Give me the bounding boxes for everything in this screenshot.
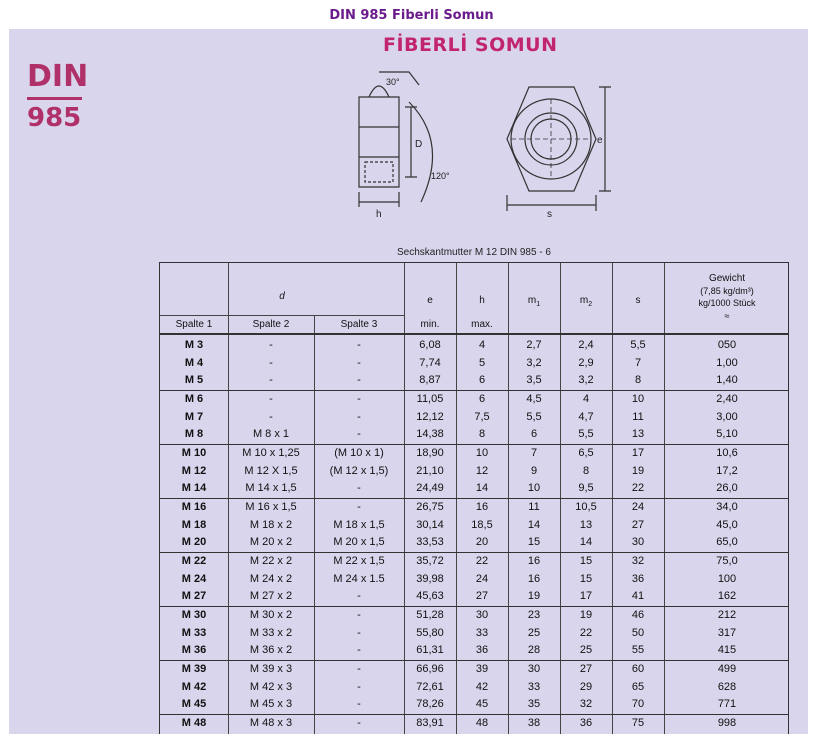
- cell-m2: 5,5: [578, 428, 594, 440]
- dim-s-label: s: [547, 209, 552, 217]
- table-row: [160, 607, 788, 625]
- cell-gewicht: 628: [717, 680, 737, 693]
- cell-spalte2: M 48 x 3: [249, 717, 293, 729]
- cell-s: 24: [631, 501, 645, 513]
- cell-spalte2: -: [269, 374, 273, 386]
- cell-spalte3: M 18 x 1,5: [333, 518, 385, 531]
- cell-gewicht: 3,00: [716, 410, 738, 423]
- cell-spalte2: M 27 x 2: [249, 590, 293, 602]
- cell-e-min: 55,80: [416, 626, 444, 639]
- cell-s: 7: [634, 356, 642, 369]
- dim-h-label: h: [376, 209, 382, 217]
- cell-spalte3: -: [357, 626, 361, 639]
- cell-s: 36: [631, 572, 645, 585]
- header-m2-label: m: [579, 295, 589, 306]
- header-m1-label: m: [527, 295, 537, 306]
- cell-e-min: 21,10: [416, 464, 444, 477]
- table-row: [160, 642, 788, 660]
- cell-spalte1: M 42: [181, 680, 207, 693]
- cell-m1: 3,5: [526, 374, 542, 386]
- cell-gewicht: 998: [717, 717, 737, 729]
- cell-spalte2: M 16 x 1,5: [245, 501, 297, 513]
- cell-m1: 11: [528, 501, 540, 513]
- cell-m2: 8: [582, 464, 590, 477]
- cell-gewicht: 45,0: [716, 518, 738, 531]
- cell-s: 11: [632, 410, 644, 423]
- cell-s: 17: [631, 447, 645, 459]
- cell-gewicht: 26,0: [716, 482, 738, 494]
- cell-spalte2: -: [269, 393, 273, 405]
- cell-spalte1: M 20: [181, 536, 207, 548]
- cell-spalte1: M 12: [181, 464, 207, 477]
- cell-gewicht: 415: [717, 644, 737, 656]
- cell-m2: 14: [579, 536, 593, 548]
- cell-gewicht: 75,0: [716, 555, 738, 567]
- table-row: [160, 534, 788, 552]
- cell-h-max: 48: [475, 717, 489, 729]
- cell-m1: 38: [527, 717, 541, 729]
- cell-spalte2: M 39 x 3: [249, 663, 293, 675]
- cell-gewicht: 100: [717, 572, 737, 585]
- cell-e-min: 45,63: [416, 590, 444, 602]
- page-title: DIN 985 Fiberli Somun: [329, 8, 494, 23]
- cell-s: 5,5: [630, 339, 646, 351]
- cell-spalte1: M 30: [181, 609, 207, 621]
- table-row: [160, 426, 788, 444]
- cell-spalte3: -: [357, 393, 361, 405]
- cell-h-max: 7,5: [474, 410, 490, 423]
- cell-gewicht: 34,0: [716, 501, 738, 513]
- cell-h-max: 4: [478, 339, 486, 351]
- cell-m2: 15: [579, 555, 593, 567]
- cell-h-max: 14: [475, 482, 489, 494]
- header-e: e: [427, 295, 433, 306]
- header-spalte2: Spalte 2: [252, 319, 290, 330]
- cell-e-min: 26,75: [416, 501, 444, 513]
- cell-e-min: 8,87: [419, 374, 441, 386]
- header-divider: [160, 333, 788, 335]
- cell-h-max: 27: [475, 590, 489, 602]
- cell-s: 46: [631, 609, 645, 621]
- cell-e-min: 30,14: [416, 518, 444, 531]
- cell-gewicht: 499: [717, 663, 737, 675]
- table-row: [160, 679, 788, 697]
- cell-m2: 25: [579, 644, 593, 656]
- table-row: [160, 372, 788, 390]
- d-span-divider: [160, 315, 404, 316]
- cell-h-max: 30: [475, 609, 489, 621]
- header-h-max: max.: [471, 319, 493, 330]
- header-spalte1: Spalte 1: [175, 319, 213, 330]
- cell-spalte2: M 33 x 2: [249, 626, 293, 639]
- cell-s: 65: [631, 680, 645, 693]
- cell-m1: 9: [530, 464, 538, 477]
- cell-spalte1: M 14: [181, 482, 207, 494]
- cell-h-max: 20: [475, 536, 489, 548]
- cell-spalte3: M 24 x 1.5: [333, 572, 385, 585]
- cell-h-max: 18,5: [471, 518, 493, 531]
- cell-m1: 33: [527, 680, 541, 693]
- cell-e-min: 35,72: [416, 555, 444, 567]
- cell-e-min: 7,74: [419, 356, 441, 369]
- cell-s: 30: [631, 536, 645, 548]
- cell-m1: 3,2: [526, 356, 542, 369]
- cell-s: 10: [631, 393, 645, 405]
- cell-m1: 35: [527, 698, 541, 710]
- cell-m1: 19: [527, 590, 541, 602]
- cell-gewicht: 1,40: [716, 374, 738, 386]
- din-number: 985: [27, 103, 82, 133]
- cell-e-min: 66,96: [416, 663, 444, 675]
- cell-spalte2: M 8 x 1: [252, 428, 290, 440]
- cell-spalte2: -: [269, 339, 273, 351]
- cell-spalte3: (M 12 x 1,5): [329, 464, 389, 477]
- dim-d-label: D: [415, 139, 423, 150]
- cell-gewicht: 5,10: [716, 428, 738, 440]
- table-row: [160, 553, 788, 571]
- cell-h-max: 39: [475, 663, 489, 675]
- cell-spalte3: -: [357, 410, 361, 423]
- cell-spalte1: M 27: [181, 590, 207, 602]
- cell-m1: 30: [527, 663, 541, 675]
- table-row: [160, 355, 788, 373]
- cell-gewicht: 10,6: [716, 447, 738, 459]
- header-s: s: [635, 295, 641, 306]
- cell-spalte2: M 30 x 2: [249, 609, 293, 621]
- header-m2: [560, 295, 612, 308]
- catalog-sheet-photo: [9, 29, 808, 734]
- cell-spalte3: -: [357, 717, 361, 729]
- cell-e-min: 78,26: [416, 698, 444, 710]
- cell-m1: 25: [527, 626, 541, 639]
- cell-m1: 14: [527, 518, 541, 531]
- header-gewicht-unit: kg/1000 Stück: [698, 298, 756, 308]
- table-row: [160, 571, 788, 589]
- cell-spalte1: M 7: [184, 410, 204, 423]
- cell-m2: 2,4: [578, 339, 594, 351]
- cell-gewicht: 17,2: [716, 464, 738, 477]
- cell-spalte2: M 45 x 3: [249, 698, 293, 710]
- cell-spalte3: -: [357, 698, 361, 710]
- cell-spalte2: M 36 x 2: [249, 644, 293, 656]
- cell-spalte3: M 20 x 1,5: [333, 536, 385, 548]
- cell-m1: 7: [530, 447, 538, 459]
- table-caption: Sechskantmutter M 12 DIN 985 - 6: [397, 247, 551, 258]
- cell-m1: 23: [527, 609, 541, 621]
- cell-spalte2: M 18 x 2: [249, 518, 293, 531]
- table-row: [160, 480, 788, 498]
- header-m2-index: 2: [588, 301, 593, 308]
- header-spalte3: Spalte 3: [340, 319, 378, 330]
- cell-e-min: 18,90: [416, 447, 444, 459]
- cell-m1: 5,5: [526, 410, 542, 423]
- cell-m2: 15: [579, 572, 593, 585]
- cell-spalte3: -: [357, 482, 361, 494]
- dim-e-label: e: [597, 135, 603, 146]
- cell-e-min: 6,08: [419, 339, 441, 351]
- cell-m2: 19: [579, 609, 593, 621]
- cell-spalte2: M 12 X 1,5: [244, 464, 298, 477]
- table-row: [160, 445, 788, 463]
- cell-gewicht: 162: [717, 590, 737, 602]
- table-row: [160, 409, 788, 427]
- cell-m2: 9,5: [578, 482, 594, 494]
- table-row: [160, 715, 788, 733]
- cell-m2: 3,2: [578, 374, 594, 386]
- cell-s: 55: [631, 644, 645, 656]
- cell-spalte3: -: [357, 428, 361, 440]
- cell-spalte3: -: [357, 590, 361, 602]
- cell-h-max: 10: [475, 447, 489, 459]
- table-row: [160, 337, 788, 355]
- cell-m2: 17: [579, 590, 593, 602]
- table-row: [160, 696, 788, 714]
- cell-spalte1: M 10: [181, 447, 207, 459]
- cell-gewicht: 050: [717, 339, 737, 351]
- cell-m2: 10,5: [575, 501, 597, 513]
- cell-m2: 36: [579, 717, 593, 729]
- cell-h-max: 45: [475, 698, 489, 710]
- cell-s: 8: [634, 374, 642, 386]
- cell-m2: 4: [582, 393, 590, 405]
- cell-gewicht: 65,0: [716, 536, 738, 548]
- cell-s: 19: [631, 464, 645, 477]
- cell-m1: 16: [527, 572, 541, 585]
- nut-technical-drawing: [339, 67, 619, 217]
- cell-spalte1: M 4: [184, 356, 204, 369]
- cell-m1: 10: [527, 482, 541, 494]
- header-d: d: [279, 291, 285, 302]
- cell-e-min: 61,31: [416, 644, 444, 656]
- header-m1-index: 1: [536, 301, 541, 308]
- cell-gewicht: 317: [717, 626, 737, 639]
- dimension-table: [159, 262, 789, 734]
- cell-spalte2: M 24 x 2: [249, 572, 293, 585]
- cell-spalte2: M 20 x 2: [249, 536, 293, 548]
- cell-gewicht: 1,00: [716, 356, 738, 369]
- cell-h-max: 12: [475, 464, 489, 477]
- cell-gewicht: 212: [717, 609, 737, 621]
- cell-s: 32: [631, 555, 645, 567]
- cell-m2: 22: [579, 626, 593, 639]
- cell-m1: 4,5: [526, 393, 542, 405]
- cell-spalte1: M 18: [181, 518, 207, 531]
- cell-spalte2: -: [269, 356, 273, 369]
- cell-spalte1: M 45: [181, 698, 207, 710]
- cell-s: 75: [631, 717, 645, 729]
- din-divider: [27, 97, 82, 100]
- cell-spalte2: -: [269, 410, 273, 423]
- cell-s: 41: [631, 590, 645, 602]
- cell-spalte3: -: [357, 374, 361, 386]
- cell-m1: 16: [527, 555, 541, 567]
- header-e-min: min.: [420, 319, 440, 330]
- cell-spalte3: (M 10 x 1): [334, 447, 384, 459]
- cell-e-min: 51,28: [416, 609, 444, 621]
- cell-spalte1: M 48: [181, 717, 207, 729]
- cell-e-min: 14,38: [416, 428, 444, 440]
- header-m1: [508, 295, 560, 308]
- table-row: [160, 517, 788, 535]
- cell-h-max: 33: [475, 626, 489, 639]
- cell-m2: 32: [579, 698, 593, 710]
- sheet-heading: FİBERLİ SOMUN: [383, 34, 558, 56]
- cell-s: 22: [631, 482, 645, 494]
- cell-m2: 13: [579, 518, 593, 531]
- cell-spalte1: M 8: [184, 428, 204, 440]
- cell-e-min: 24,49: [416, 482, 444, 494]
- header-gewicht: Gewicht: [708, 273, 746, 284]
- cell-spalte3: -: [357, 339, 361, 351]
- cell-m1: 6: [530, 428, 538, 440]
- cell-gewicht: 771: [717, 698, 737, 710]
- cell-e-min: 11,05: [416, 393, 444, 405]
- cell-spalte1: M 16: [181, 501, 207, 513]
- cell-spalte1: M 5: [184, 374, 204, 386]
- cell-e-min: 83,91: [416, 717, 444, 729]
- header-h: h: [479, 295, 485, 306]
- cell-spalte2: M 14 x 1,5: [245, 482, 297, 494]
- cell-s: 70: [631, 698, 645, 710]
- cell-h-max: 42: [475, 680, 489, 693]
- cell-spalte3: -: [357, 609, 361, 621]
- table-row: [160, 499, 788, 517]
- header-gewicht-density: (7,85 kg/dm³): [700, 286, 754, 296]
- cell-m2: 29: [579, 680, 593, 693]
- cell-spalte3: -: [357, 680, 361, 693]
- cell-s: 50: [631, 626, 645, 639]
- cell-spalte1: M 33: [181, 626, 207, 639]
- cell-h-max: 22: [475, 555, 489, 567]
- cell-h-max: 24: [475, 572, 489, 585]
- cell-spalte1: M 6: [184, 393, 204, 405]
- cell-h-max: 6: [478, 374, 486, 386]
- cell-m2: 27: [579, 663, 593, 675]
- cell-spalte2: M 22 x 2: [249, 555, 293, 567]
- cell-h-max: 16: [475, 501, 489, 513]
- cell-spalte1: M 22: [181, 555, 207, 567]
- cell-spalte1: M 3: [184, 339, 204, 351]
- cell-m2: 2,9: [578, 356, 594, 369]
- cell-h-max: 6: [478, 393, 486, 405]
- table-row: [160, 588, 788, 606]
- cell-e-min: 12,12: [416, 410, 444, 423]
- cell-s: 13: [631, 428, 645, 440]
- cell-e-min: 39,98: [416, 572, 444, 585]
- table-row: [160, 391, 788, 409]
- cell-spalte1: M 39: [181, 663, 207, 675]
- header-gewicht-approx: ≈: [724, 311, 730, 321]
- cell-spalte1: M 24: [181, 572, 207, 585]
- table-row: [160, 625, 788, 643]
- cell-spalte3: -: [357, 644, 361, 656]
- table-row: [160, 463, 788, 481]
- cell-spalte3: -: [357, 356, 361, 369]
- angle-30-label: 30°: [386, 77, 400, 87]
- cell-e-min: 33,53: [416, 536, 444, 548]
- cell-s: 60: [631, 663, 645, 675]
- cell-spalte2: M 10 x 1,25: [242, 447, 300, 459]
- cell-h-max: 5: [478, 356, 486, 369]
- cell-e-min: 72,61: [416, 680, 444, 693]
- cell-m1: 28: [527, 644, 541, 656]
- cell-spalte3: -: [357, 501, 361, 513]
- cell-m2: 6,5: [578, 447, 594, 459]
- cell-m2: 4,7: [578, 410, 594, 423]
- cell-m1: 15: [527, 536, 541, 548]
- angle-120-label: 120°: [431, 171, 450, 181]
- cell-h-max: 8: [478, 428, 486, 440]
- cell-spalte3: -: [357, 663, 361, 675]
- cell-h-max: 36: [475, 644, 489, 656]
- din-label: DIN: [27, 59, 89, 94]
- cell-spalte1: M 36: [181, 644, 207, 656]
- table-row: [160, 661, 788, 679]
- cell-s: 27: [631, 518, 645, 531]
- cell-gewicht: 2,40: [716, 393, 738, 405]
- cell-m1: 2,7: [526, 339, 542, 351]
- cell-spalte3: M 22 x 1,5: [333, 555, 385, 567]
- cell-spalte2: M 42 x 3: [249, 680, 293, 693]
